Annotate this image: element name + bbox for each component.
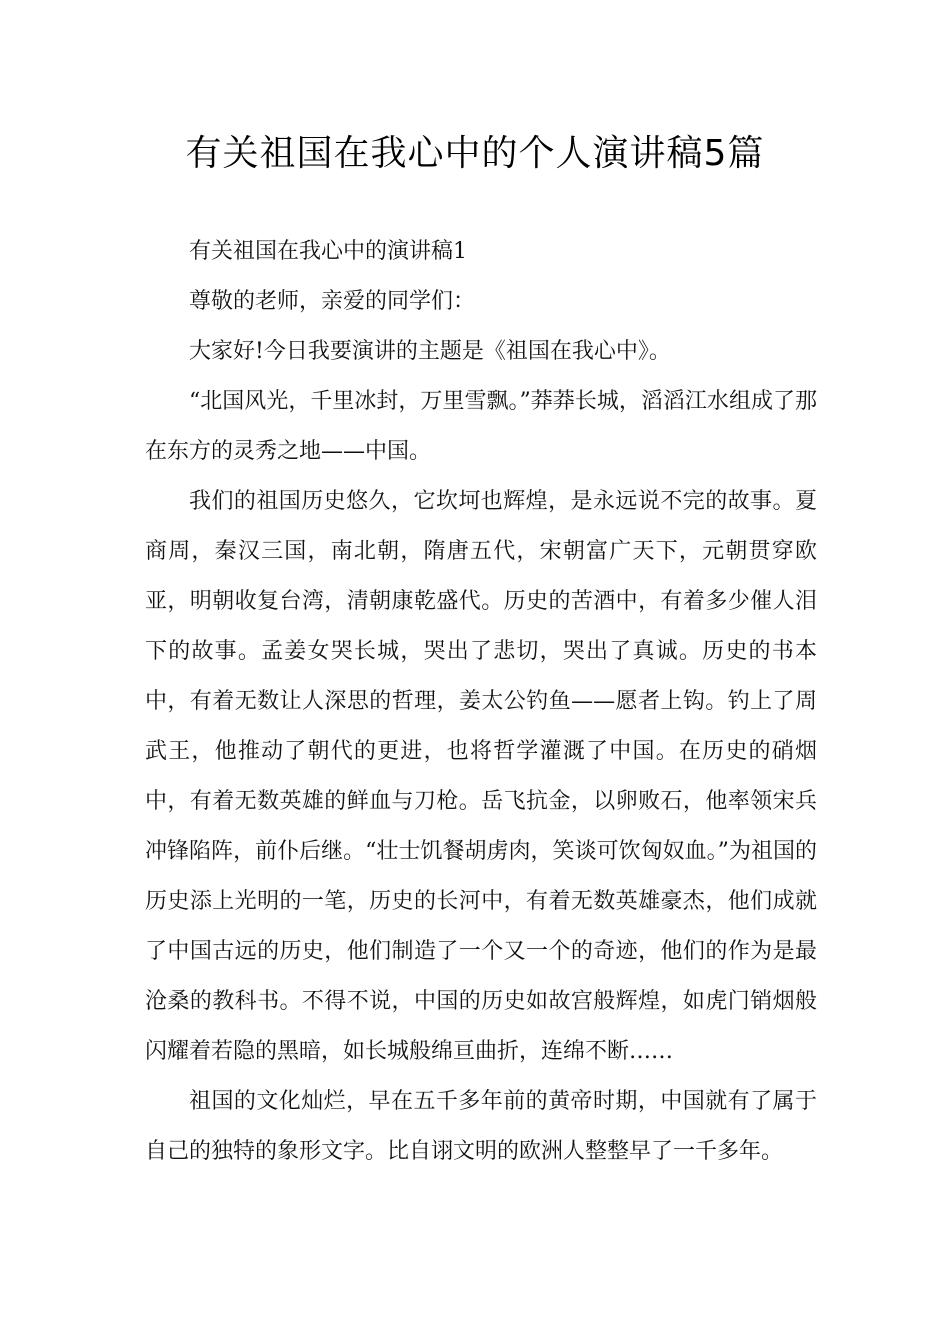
- quote-paragraph: “北国风光，千里冰封，万里雪飘。”莽莽长城，滔滔江水组成了那在东方的灵秀之地——中国。: [145, 389, 817, 464]
- culture-paragraph: 祖国的文化灿烂，早在五千多年前的黄帝时期，中国就有了属于自己的独特的象形文字。比自诩文明的欧洲人整整早了一千多年。: [145, 1089, 817, 1164]
- history-paragraph: 我们的祖国历史悠久，它坎坷也辉煌，是永远说不完的故事。夏商周，秦汉三国，南北朝，隋唐五代，宋朝富广天下，元朝贯穿欧亚，明朝收复台湾，清朝康乾盛代。历史的苦酒中，有着多少催人泪下的故事。孟姜女哭长城，哭出了悲切，哭出了真诚。历史的书本中，有着无数让人深思的哲理，姜太公钓鱼——愿者上钩。钓上了周武王，他推动了朝代的更进，也将哲学灌溉了中国。在历史的硝烟中，有着无数英雄的鲜血与刀枪。岳飞抗金，以卵败石，他率领宋兵冲锋陷阵，前仆后继。“壮士饥餐胡虏肉，笑谈可饮匈奴血。”为祖国的历史添上光明的一笔，历史的长河中，有着无数英雄豪杰，他们成就了中国古远的历史，他们制造了一个又一个的奇迹，他们的作为是最沧桑的教科书。不得不说，中国的历史如故宫般辉煌，如虎门销烟般闪耀着若隐的黑暗，如长城般绵亘曲折，连绵不断……: [145, 489, 817, 1064]
- document-body: [145, 227, 817, 1177]
- document-title: 有关祖国在我心中的个人演讲稿5篇: [185, 133, 765, 174]
- speech-heading: 有关祖国在我心中的演讲稿1: [189, 239, 467, 264]
- opening-paragraph: 大家好!今日我要演讲的主题是《祖国在我心中》。: [189, 339, 671, 364]
- greeting-paragraph: 尊敬的老师，亲爱的同学们：: [189, 289, 476, 314]
